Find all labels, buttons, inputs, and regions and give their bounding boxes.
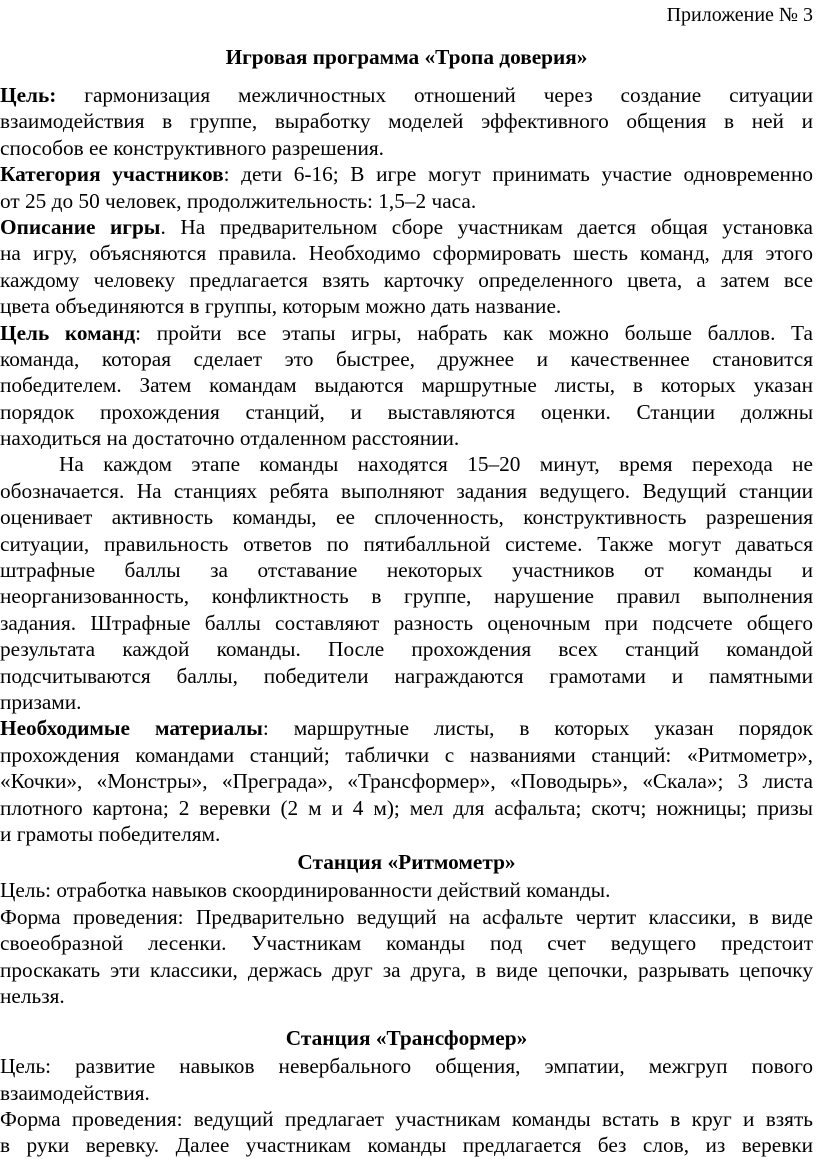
appendix-label: Приложение № 3 xyxy=(666,4,813,26)
materials-paragraph xyxy=(0,715,813,847)
text-line: Цель: развитие навыков невербального общения, эмпатии, межгруп пового xyxy=(0,1054,813,1079)
text-line: цвета объединяются в группы, которым можно дать название. xyxy=(0,294,562,319)
text-line: своеобразной лесенки. Участникам команды под счет ведущего предстоит xyxy=(0,931,813,956)
category-paragraph xyxy=(0,161,813,214)
text-line: «Кочки», «Монстры», «Преграда», «Трансформер», «Поводырь», «Скала»; 3 листа xyxy=(0,769,813,794)
text-line: результата каждой команды. После прохождения всех станций командой xyxy=(0,637,813,662)
text-line: штрафные баллы за отставание некоторых участников от команды и xyxy=(0,558,813,583)
stages-paragraph xyxy=(0,451,813,715)
text-line: Форма проведения: ведущий предлагает участникам команды встать в круг и взять xyxy=(0,1107,813,1132)
text-line: на игру, объясняются правила. Необходимо сформировать шесть команд, для этого xyxy=(0,241,813,266)
text-line: На каждом этапе команды находятся 15–20 минут, время перехода не xyxy=(59,452,813,477)
text-line: в руки веревку. Далее участникам команды предлагается без слов, из веревки xyxy=(0,1133,813,1158)
goal-paragraph xyxy=(0,82,813,161)
text-line: находиться на достаточно отдаленном расстоянии. xyxy=(0,426,460,451)
station-title: Станция «Трансформер» xyxy=(285,1026,528,1051)
text-line: взаимодействия. xyxy=(0,1080,150,1105)
text-line: Цель: отработка навыков скоординированности действий команды. xyxy=(0,878,611,903)
team-goal-label: Цель команд xyxy=(0,320,136,345)
text-line: и грамоты победителям. xyxy=(0,821,221,846)
text-line: обозначается. На станциях ребята выполняют задания ведущего. Ведущий станции xyxy=(0,478,813,503)
text-line: Форма проведения: Предварительно ведущий на асфальте чертит классики, в виде xyxy=(0,904,813,929)
text-line: порядок прохождения станций, и выставляются оценки. Станции должны xyxy=(0,399,813,424)
text-line: Описание игры. На предварительном сборе участникам дается общая установка xyxy=(0,214,813,239)
text-line: Категория участников: дети 6-16; В игре могут принимать участие одновременно xyxy=(0,162,813,187)
category-label: Категория участников xyxy=(0,162,224,187)
spacer xyxy=(0,1009,813,1023)
station-title: Станция «Ритмометр» xyxy=(297,850,516,875)
text-line: подсчитываются баллы, победители награждаются грамотами и памятными xyxy=(0,663,813,688)
text-line: взаимодействия в группе, выработку моделей эффективного общения в ней и xyxy=(0,109,813,134)
text-line: Цель команд: пройти все этапы игры, набрать как можно больше баллов. Та xyxy=(0,320,813,345)
text-line: оценивает активность команды, ее сплоченность, конструктивность разрешения xyxy=(0,505,813,530)
text-line: проскакать эти классики, держась друг за друга, в виде цепочки, разрывать цепочку xyxy=(0,957,813,982)
text-line: неорганизованность, конфликтность в группе, нарушение правил выполнения xyxy=(0,584,813,609)
goal-label: Цель: xyxy=(0,83,57,107)
text-line: нельзя. xyxy=(0,983,65,1008)
description-label: Описание игры xyxy=(0,214,161,239)
text-line: победителем. Затем командам выдаются маршрутные листы, в которых указан xyxy=(0,373,813,398)
station-ritmometr xyxy=(0,847,813,1009)
text-line: от 25 до 50 человек, продолжительность: 1,5–2 часа. xyxy=(0,188,477,213)
materials-label: Необходимые материалы xyxy=(0,716,263,741)
text-line: каждому человеку предлагается взять карточку определенного цвета, а затем все xyxy=(0,267,813,292)
description-paragraph xyxy=(0,214,813,320)
document-title: Игровая программа «Тропа доверия» xyxy=(225,45,588,69)
text-line: команда, которая сделает это быстрее, дружнее и качественнее становится xyxy=(0,346,813,371)
text-line: призами. xyxy=(0,689,82,714)
text-line: Цель: гармонизация межличностных отношений через создание ситуации xyxy=(0,83,813,107)
text-line: прохождения командами станций; таблички с названиями станций: «Ритмометр», xyxy=(0,742,813,767)
station-transformer xyxy=(0,1023,813,1159)
text-line: задания. Штрафные баллы составляют разность оценочным при подсчете общего xyxy=(0,610,813,635)
text-line: Необходимые материалы: маршрутные листы, в которых указан порядок xyxy=(0,716,813,741)
text-line: способов ее конструктивного разрешения. xyxy=(0,135,384,160)
text-line: ситуации, правильность ответов по пятибалльной системе. Также могут даваться xyxy=(0,531,813,556)
team-goal-paragraph xyxy=(0,320,813,452)
text-line: плотного картона; 2 веревки (2 м и 4 м); мел для асфальта; скотч; ножницы; призы xyxy=(0,795,813,820)
